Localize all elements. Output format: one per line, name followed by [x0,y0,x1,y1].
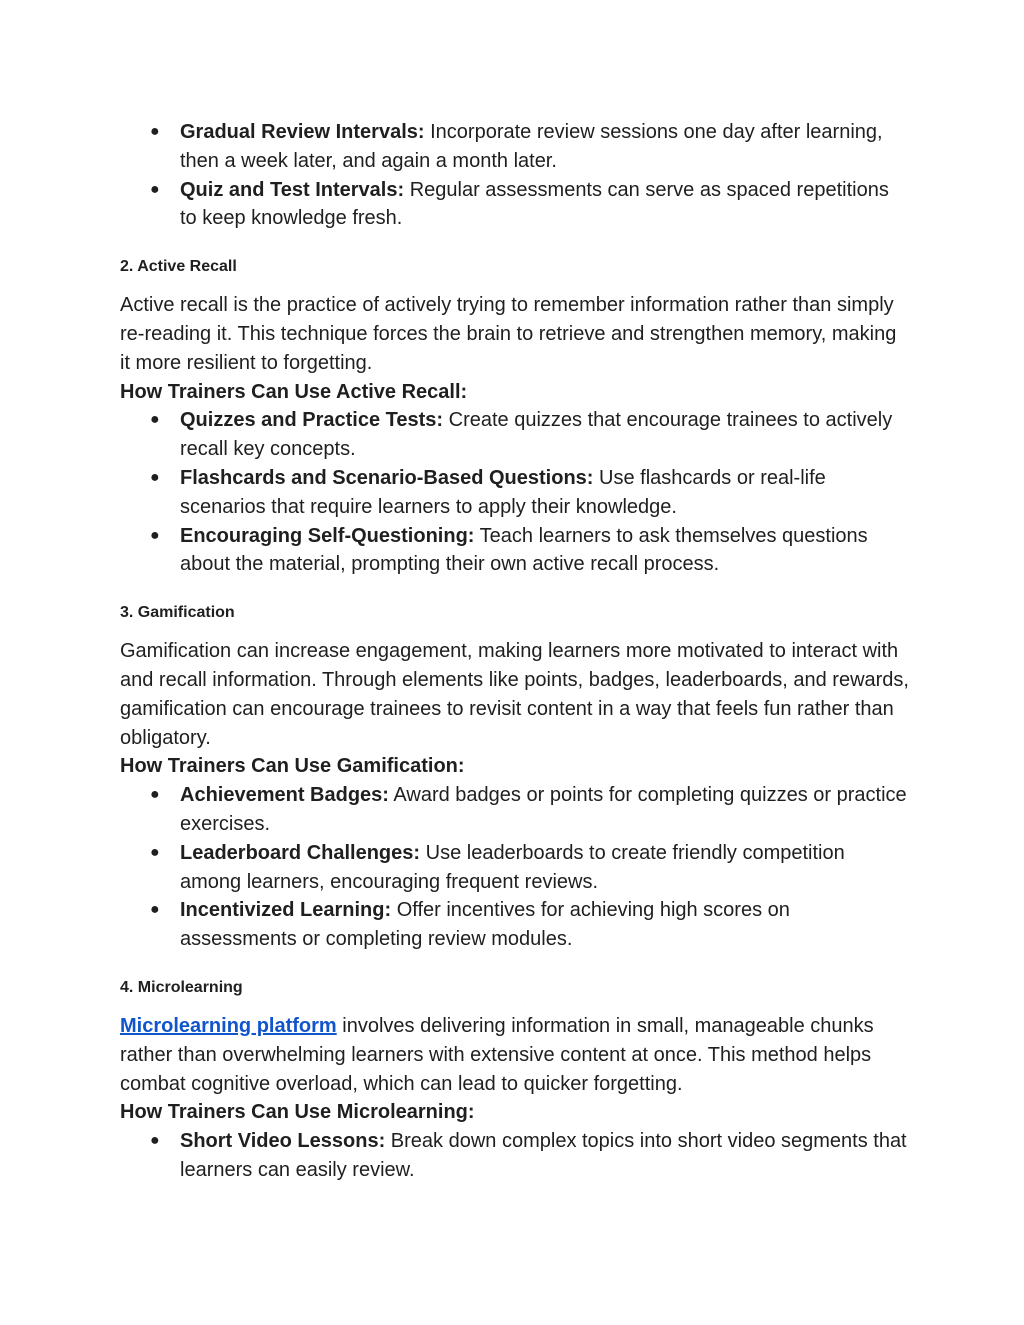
active-recall-list [120,406,910,579]
bullet-icon: ● [150,180,160,198]
list-item-text: Break down complex topics into short video segments that learners can easily review. [180,1130,907,1181]
list-item-text: Use leaderboards to create friendly competition among learners, encouraging frequent reviews. [180,841,845,893]
bullet-icon: ● [150,1132,160,1150]
section-heading-gamification: 3. Gamification [120,604,235,622]
list-item-text: Teach learners to ask themselves questions about the material, prompting their own active recall process. [180,524,868,576]
list-item-title: Encouraging Self-Questioning: [180,524,475,547]
bullet-icon: ● [150,901,160,919]
list-item-text: Create quizzes that encourage trainees to actively recall key concepts. [180,409,893,461]
bullet-icon: ● [150,786,160,804]
section-body-active-recall: Active recall is the practice of actively trying to remember information rather than simply re-reading it. This technique forces the brain to retrieve and strengthen memory, making it more resilient to forgetting. [120,294,897,374]
list-item-title: Achievement Badges: [180,784,389,807]
list-item-text: Incorporate review sessions one day after learning, then a week later, and again a month later. [180,121,883,172]
microlearning-platform-link[interactable]: Microlearning platform [120,1014,337,1037]
subheading-active-recall: How Trainers Can Use Active Recall: [120,380,468,403]
gamification-list [120,781,910,954]
bullet-icon: ● [150,843,160,861]
list-item-text: Offer incentives for achieving high scores on assessments or completing review modules. [180,899,790,951]
bullet-icon: ● [150,468,160,486]
list-item [120,896,910,954]
list-item-title: Flashcards and Scenario-Based Questions: [180,466,594,489]
bullet-icon: ● [150,411,160,429]
bullet-icon: ● [150,526,160,544]
section-heading-microlearning: 4. Microlearning [120,978,243,996]
list-item-title: Leaderboard Challenges: [180,841,421,864]
list-item [120,839,910,897]
list-item [120,406,910,464]
list-item [120,522,910,580]
microlearning-list [120,1127,910,1185]
subheading-gamification: How Trainers Can Use Gamification: [120,755,465,778]
list-item [120,176,910,234]
section-body-microlearning [120,1012,910,1098]
document-page [120,118,910,1185]
list-item [120,464,910,522]
subheading-microlearning: How Trainers Can Use Microlearning: [120,1101,475,1124]
list-item-title: Short Video Lessons: [180,1130,386,1153]
list-item [120,118,910,176]
list-item-text: Regular assessments can serve as spaced repetitions to keep knowledge fresh. [180,178,889,230]
spaced-repetition-list [120,118,910,233]
list-item-text: Use flashcards or real-life scenarios that require learners to apply their knowledge. [180,466,826,518]
section-body-text: involves delivering information in small, manageable chunks rather than overwhelming learners with extensive content at once. This method helps combat cognitive overload, which can lead to quicker forgetting. [120,1014,874,1095]
list-item-text: Award badges or points for completing quizzes or practice exercises. [180,784,907,835]
list-item-title: Quiz and Test Intervals: [180,178,405,201]
bullet-icon: ● [150,123,160,140]
section-heading-active-recall: 2. Active Recall [120,258,237,276]
list-item-title: Incentivized Learning: [180,899,392,922]
list-item [120,781,910,839]
section-body-gamification: Gamification can increase engagement, making learners more motivated to interact with and recall information. Through elements like points, badges, leaderboards, and rewards, gamification can encourage trainees to revisit content in a way that feels fun rather than obligatory. [120,640,909,749]
list-item [120,1127,910,1185]
list-item-title: Quizzes and Practice Tests: [180,409,444,432]
list-item-title: Gradual Review Intervals: [180,121,425,143]
